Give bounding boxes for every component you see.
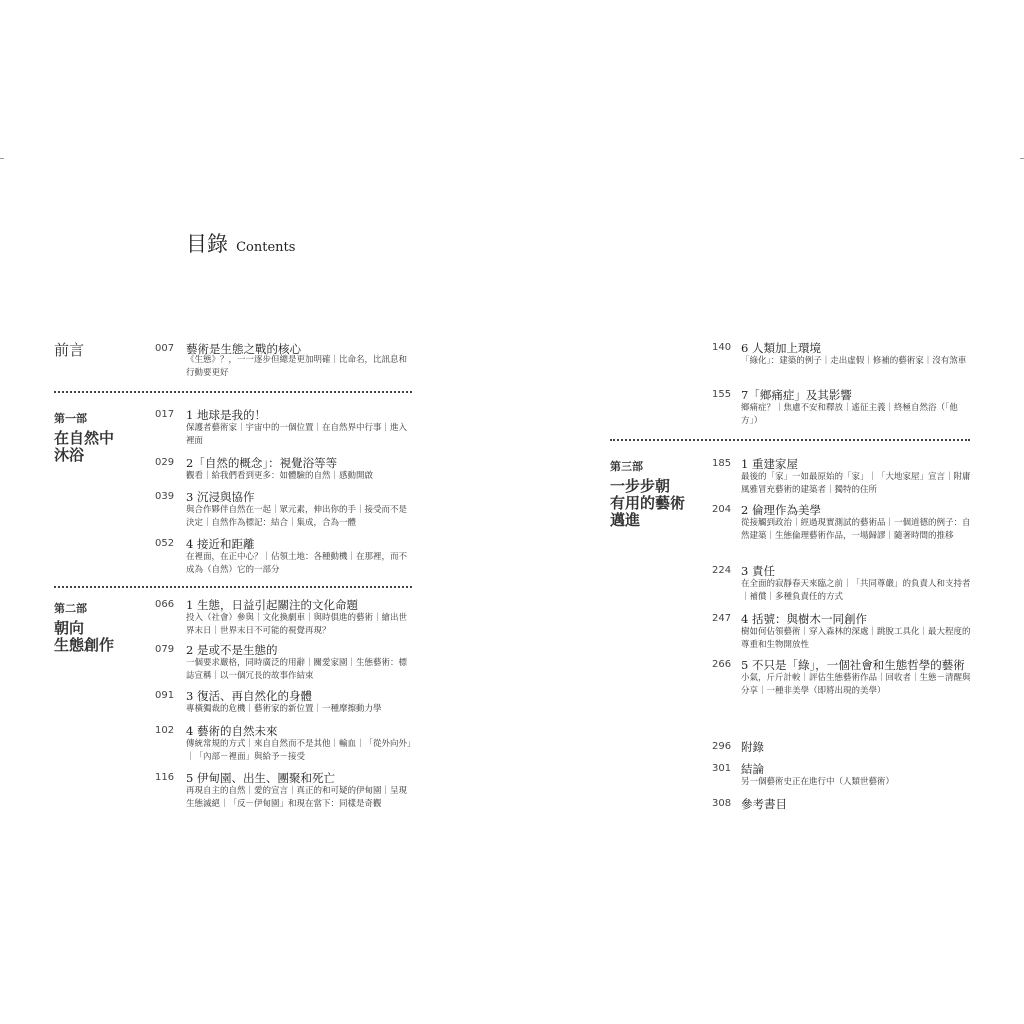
- entry-desc: 保護者藝術家｜宇宙中的一個位置｜在自然界中行事｜進入裡面: [186, 423, 408, 446]
- entry-desc: 再現自主的自然｜愛的宣言｜真正的和可疑的伊甸園｜呈現生態滅絕｜「反－伊甸園」和現在當下：同樣是奇觀: [186, 786, 408, 809]
- divider: [610, 439, 970, 441]
- entry-page: 204: [712, 504, 732, 515]
- entry-desc: 從接觸到政治｜經過現實測試的藝術品｜一個道德的例子：自然建築｜生態倫理藝術作品，一場歸謬｜隨著時間的推移: [741, 518, 971, 541]
- entry-desc: 在全面的寂靜春天來臨之前｜「共同尊嚴」的負責人和支持者｜補償｜多種負責任的方式: [741, 579, 971, 602]
- entry-title: 藝術是生態之戰的核心: [186, 342, 301, 356]
- entry-page: 007: [155, 343, 175, 354]
- part3-heading: [610, 458, 685, 529]
- entry-title: 2「自然的概念」：視覺浴等等: [186, 456, 338, 470]
- entry-page: 017: [155, 409, 175, 420]
- toc-title: [186, 228, 295, 258]
- entry-page: 140: [712, 342, 732, 353]
- entry-title: 3 復活、再自然化的身體: [186, 689, 312, 703]
- entry-desc: 《生態》？，一一逐步但總是更加明確｜比命名，比訊息和行動要更好: [186, 355, 408, 378]
- entry-page: 296: [712, 741, 732, 752]
- part3-label: 第三部: [610, 460, 643, 473]
- part1-name-line: 在自然中: [54, 429, 115, 447]
- part1-heading: [54, 410, 114, 464]
- entry-page: 039: [155, 491, 175, 502]
- entry-desc: 鄉痛症？｜焦慮不安和釋放｜遙征主義｜終極自然浴（「他方」）: [741, 403, 958, 426]
- entry-page: 102: [155, 725, 175, 736]
- part2-name-line: 朝向: [54, 619, 85, 637]
- entry-title: 4 接近和距離: [186, 537, 255, 551]
- crop-mark-right: [1020, 158, 1024, 159]
- entry-desc: 投入（社會）參與｜文化換劇車｜與時俱進的藝術｜繪出世界末日｜世界末日不可能的視覺再現？: [186, 613, 408, 636]
- entry-page: 301: [712, 763, 732, 774]
- entry-title: 4 括號：與樹木一同創作: [741, 612, 867, 626]
- entry-title: 5 不只是「綠」，一個社會和生態哲學的藝術: [741, 658, 965, 672]
- entry-title: 5 伊甸園、出生、團聚和死亡: [186, 771, 335, 785]
- preface-name: 前言: [54, 341, 85, 359]
- part2-label: 第二部: [54, 602, 87, 615]
- crop-mark-left: [0, 158, 4, 159]
- entry-desc: 最後的「家」一如最原始的「家」｜「大地家屋」宣言｜附庸風雅冒充藝術的建築者｜獨特的住所: [741, 472, 971, 495]
- entry-desc: 樹如何佔領藝術｜穿入森林的深處｜跳脫工具化｜最大程度的尊重和生物開放性: [741, 627, 971, 650]
- part3-name-line: 一步步朝: [610, 477, 671, 495]
- preface-heading: [54, 342, 84, 359]
- entry-desc: 專橫獨裁的危機｜藝術家的新位置｜一種摩擦動力學: [186, 704, 382, 714]
- entry-title: 2 倫理作為美學: [741, 503, 821, 517]
- entry-page: 266: [712, 659, 732, 670]
- entry-title: 3 責任: [741, 564, 775, 578]
- entry-desc: 觀看｜給我們看到更多：如體驗的自然｜感動開啟: [186, 471, 374, 481]
- part3-name-line: 邁進: [610, 511, 641, 529]
- entry-page: 116: [155, 772, 175, 783]
- part2-heading: [54, 600, 114, 654]
- entry-page: 029: [155, 457, 175, 468]
- entry-page: 224: [712, 565, 732, 576]
- entry-title: 附錄: [741, 740, 764, 754]
- entry-desc: 一個要求嚴格，同時廣泛的用辭｜關愛家園｜生態藝術：標誌宣稱｜以一個冗長的故事作結束: [186, 658, 408, 681]
- divider: [54, 586, 412, 588]
- entry-desc: 「綠化」：建築的例子｜走出虛假｜修補的藝術家｜沒有煞車: [741, 356, 967, 366]
- entry-title: 1 重建家屋: [741, 457, 798, 471]
- entry-page: 155: [712, 389, 732, 400]
- entry-title: 1 生態，日益引起關注的文化命題: [186, 598, 358, 612]
- entry-title: 參考書目: [741, 797, 787, 811]
- entry-desc: 在裡面，在正中心？｜佔領土地：各種動機｜在那裡，而不成為（自然）它的一部分: [186, 552, 408, 575]
- part1-label: 第一部: [54, 412, 87, 425]
- entry-title: 3 沉浸與協作: [186, 490, 255, 504]
- entry-desc: 與合作夥伴自然在一起｜眾元素，伸出你的手｜接受而不是決定｜自然作為標記：結合｜集成，合為一體: [186, 505, 408, 528]
- part1-name-line: 沐浴: [54, 446, 85, 464]
- part3-name-line: 有用的藝術: [610, 494, 686, 512]
- entry-desc: 小氣，斤斤計較｜評估生態藝術作品｜回收者｜生態－清醒與分享｜一種非美學（即將出現的美學）: [741, 673, 971, 696]
- entry-page: 066: [155, 599, 175, 610]
- entry-desc: 另一個藝術史正在進行中（人類世藝術）: [741, 777, 895, 787]
- entry-title: 7「鄉痛症」及其影響: [741, 388, 852, 402]
- entry-page: 185: [712, 458, 732, 469]
- entry-desc: 傳統常規的方式｜來自自然而不是其他｜輸血｜「從外向外」｜「內部－裡面」與給予－接受: [186, 739, 412, 762]
- entry-title: 結論: [741, 762, 764, 776]
- divider: [54, 391, 412, 393]
- toc-title-zh: 目錄: [186, 232, 228, 256]
- toc-title-en: Contents: [236, 240, 296, 255]
- entry-title: 4 藝術的自然未來: [186, 724, 278, 738]
- entry-page: 052: [155, 538, 175, 549]
- part2-name-line: 生態創作: [54, 636, 115, 654]
- entry-title: 1 地球是我的！: [186, 408, 266, 422]
- entry-page: 308: [712, 798, 732, 809]
- entry-page: 247: [712, 613, 732, 624]
- entry-title: 2 是或不是生態的: [186, 643, 278, 657]
- entry-title: 6 人類加上環境: [741, 341, 821, 355]
- entry-page: 079: [155, 644, 175, 655]
- entry-page: 091: [155, 690, 175, 701]
